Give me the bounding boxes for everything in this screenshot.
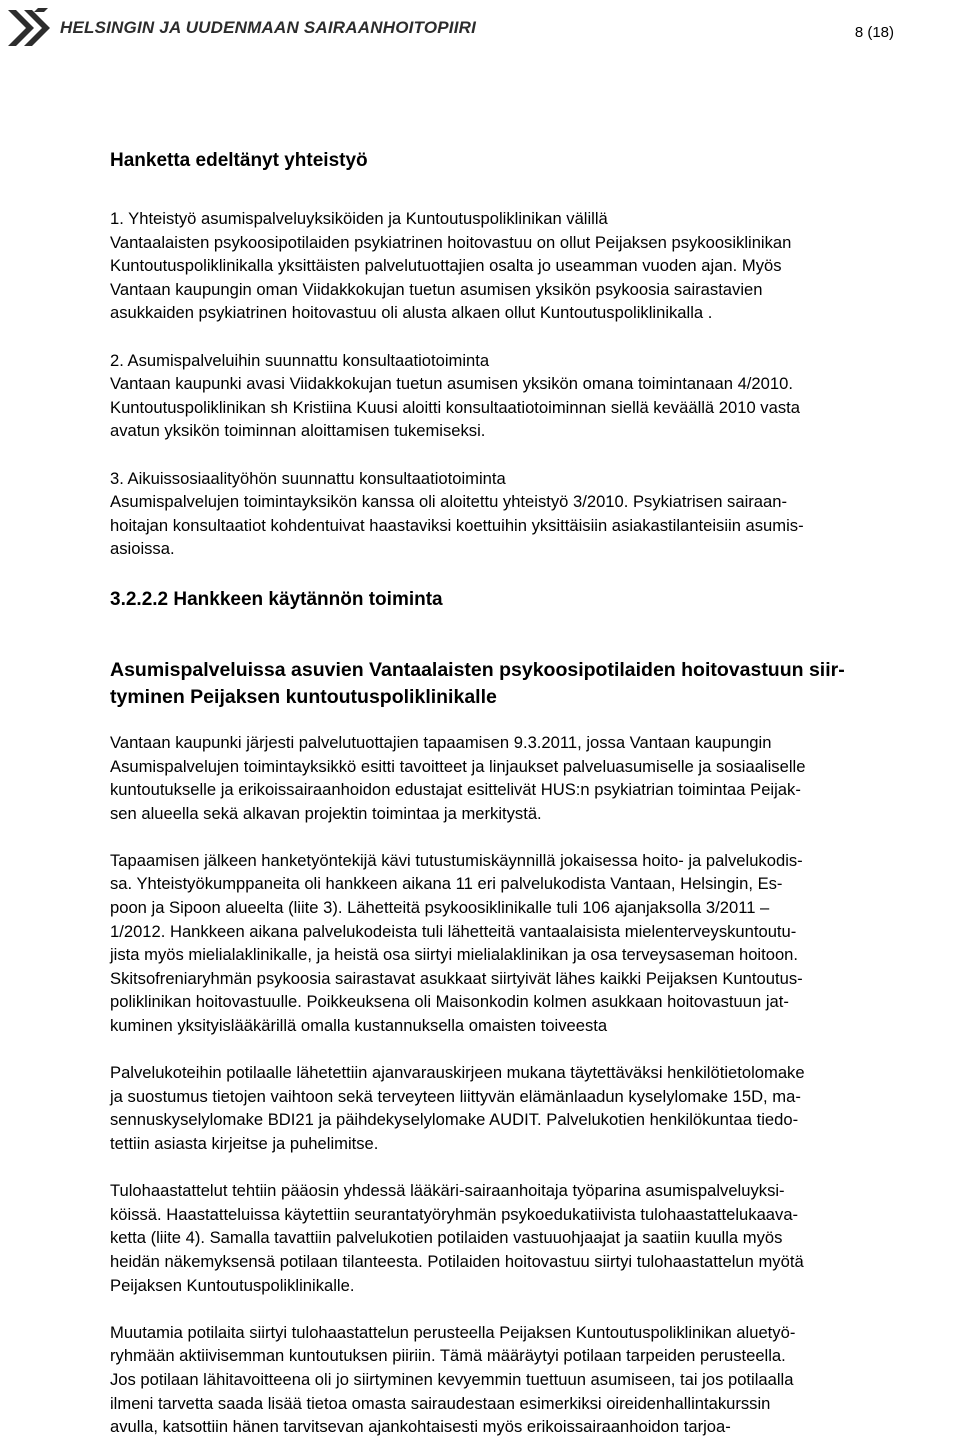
paragraph-4: [110, 1179, 956, 1297]
item-3-line: Asumispalvelujen toimintayksikön kanssa oli aloitettu yhteistyö 3/2010. Psykiatrisen sairaan-: [110, 492, 787, 512]
paragraph-line: köissä. Haastatteluissa käytettiin seurantatyöryhmän psykoedukatiivista tulohaastattelukaava-: [110, 1204, 799, 1224]
paragraph-line: jista myös mielialaklinikalle, ja heistä osa siirtyi mielialaklinikan ja osa terveysaseman hoitoon.: [110, 945, 799, 965]
paragraph-2: [110, 849, 956, 1038]
paragraph-3: [110, 1061, 956, 1155]
paragraph-line: 1/2012. Hankkeen aikana palvelukodeista tuli lähetteitä vantaalaisista mielenterveyskuntoutu-: [110, 921, 797, 941]
item-2-line: Kuntoutuspoliklinikan sh Kristiina Kuusi aloitti konsultaatiotoiminnan siellä keväällä 2010 vasta: [110, 397, 800, 417]
document-body: [110, 148, 956, 1439]
paragraph-line: Peijaksen Kuntoutuspoliklinikalle.: [110, 1275, 355, 1295]
paragraph-line: sen alueella sekä alkavan projektin toimintaa ja merkitystä.: [110, 803, 542, 823]
paragraph-line: Jos potilaan lähitavoitteena oli jo siirtyminen kevyemmin tuettuun asumiseen, tai jos potilaalla: [110, 1369, 794, 1389]
sub-heading: [110, 657, 956, 711]
item-1-title: 1. Yhteistyö asumispalveluyksiköiden ja Kuntoutuspoliklinikan välillä: [110, 209, 608, 228]
item-2-title: 2. Asumispalveluihin suunnattu konsultaatiotoiminta: [110, 350, 490, 370]
header-logo: [4, 6, 476, 50]
page-number: 8 (18): [854, 24, 894, 41]
organization-name: HELSINGIN JA UUDENMAAN SAIRAANHOITOPIIRI: [60, 18, 477, 37]
sub-heading-line: Asumispalveluissa asuvien Vantaalaisten psykoosipotilaiden hoitovastuun siir-: [110, 658, 845, 681]
paragraph-line: Palvelukoteihin potilaalle lähetettiin ajanvarauskirjeen mukana täytettäväksi henkilötietolomake: [110, 1063, 805, 1083]
paragraph-line: Skitsofreniaryhmän psykoosia sairastavat asukkaat siirtyivät lähes kaikki Peijaksen Kuntoutus-: [110, 968, 803, 988]
item-2-line: Vantaan kaupunki avasi Viidakkokujan tuetun asumisen yksikön omana toimintanaan 4/2010.: [110, 374, 793, 394]
item-1-line: Vantaan kaupungin oman Viidakkokujan tuetun asumisen yksikön psykoosia sairastavien: [110, 279, 763, 299]
paragraph-line: ilmeni tarvetta saada lisää tietoa omasta sairaudestaan esimerkiksi oireidenhallintakurssin: [110, 1393, 771, 1413]
item-2-line: avatun yksikön toiminnan aloittamisen tukemiseksi.: [110, 421, 486, 441]
item-3-line: hoitajan konsultaatiot kohdentuivat haastaviksi koettuihin yksittäisiin asiakastilanteisiin asumis-: [110, 515, 804, 535]
item-3: [110, 467, 956, 561]
paragraph-line: poon ja Sipoon alueelta (liite 3). Lähetteitä psykoosiklinikalle tuli 106 ajanjaksolla 3/2011 –: [110, 898, 770, 918]
paragraph-line: poliklinikan hoitovastuulle. Poikkeuksena oli Maisonkodin kolmen asukkaan hoitovastuun jat-: [110, 992, 789, 1012]
page-heading: Hanketta edeltänyt yhteistyö: [110, 150, 368, 171]
section-heading: 3.2.2.2 Hankkeen käytännön toiminta: [110, 588, 443, 610]
item-1-line: asukkaiden psykiatrinen hoitovastuu oli alusta alkaen ollut Kuntoutuspoliklinikalla .: [110, 303, 713, 323]
paragraph-line: ketta (liite 4). Samalla tavattiin palvelukotien potilaiden vastuuohjaajat ja saatiin kuulla myös: [110, 1228, 783, 1248]
paragraph-line: sennuskyselylomake BDI21 ja päihdekyselylomake AUDIT. Palvelukotien henkilökuntaa tiedo-: [110, 1110, 799, 1130]
paragraph-line: ryhmään aktiivisemman kuntoutuksen piiriin. Tämä määräytyi potilaan tarpeiden perusteella.: [110, 1346, 786, 1366]
paragraph-line: kuntoutukselle ja erikoissairaanhoidon edustajat esittelivät HUS:n psykiatrian toimintaa Peijak-: [110, 780, 801, 800]
paragraph-line: sa. Yhteistyökumppaneita oli hankkeen aikana 11 eri palvelukodista Vantaan, Helsingin, Es-: [110, 874, 783, 894]
item-3-line: asioissa.: [110, 539, 175, 559]
paragraph-line: Asumispalvelujen toimintayksikkö esitti tavoitteet ja linjaukset palveluasumiselle ja sosiaaliselle: [110, 756, 806, 776]
paragraph-line: Muutamia potilaita siirtyi tulohaastattelun perusteella Peijaksen Kuntoutuspoliklinikan aluetyö-: [110, 1322, 796, 1342]
item-1-line: Vantaalaisten psykoosipotilaiden psykiatrinen hoitovastuu on ollut Peijaksen psykoosiklinikan: [110, 232, 792, 252]
paragraph-line: Tapaamisen jälkeen hanketyöntekijä kävi tutustumiskäynnillä jokaisessa hoito- ja palvelukodis-: [110, 850, 803, 870]
sub-heading-line: tyminen Peijaksen kuntoutuspoliklinikalle: [110, 685, 497, 708]
paragraph-line: tettiin asiasta kirjeitse ja puhelimitse.: [110, 1134, 379, 1153]
paragraph-line: Vantaan kaupunki järjesti palvelutuottajien tapaamisen 9.3.2011, jossa Vantaan kaupungin: [110, 732, 772, 752]
paragraph-line: ja suostumus tietojen vaihtoon sekä terveyteen liittyvän elämänlaadun kyselylomake 15D, ma-: [110, 1086, 801, 1106]
paragraph-5: [110, 1321, 956, 1439]
paragraph-line: Tulohaastattelut tehtiin pääosin yhdessä lääkäri-sairaanhoitaja työparina asumispalveluyksi-: [110, 1181, 785, 1201]
hus-logo-icon: [4, 6, 52, 50]
paragraph-line: avulla, katsottiin hänen tarvitsevan ajankohtaisesti myös erikoissairaanhoidon tarjoa-: [110, 1417, 731, 1437]
item-2: [110, 349, 956, 443]
item-1: [110, 207, 956, 325]
item-1-line: Kuntoutuspoliklinikalla yksittäisten palvelutuottajien osalta jo useamman vuoden ajan. Myös: [110, 256, 782, 276]
item-3-title: 3. Aikuissosiaalityöhön suunnattu konsultaatiotoiminta: [110, 468, 506, 488]
paragraph-line: heidän näkemyksensä potilaan tilanteesta. Potilaiden hoitovastuu siirtyi tulohaastattelun myötä: [110, 1251, 804, 1271]
paragraph-1: [110, 731, 956, 825]
paragraph-line: kuminen yksityislääkärillä omalla kustannuksella omaisten toiveesta: [110, 1016, 608, 1036]
